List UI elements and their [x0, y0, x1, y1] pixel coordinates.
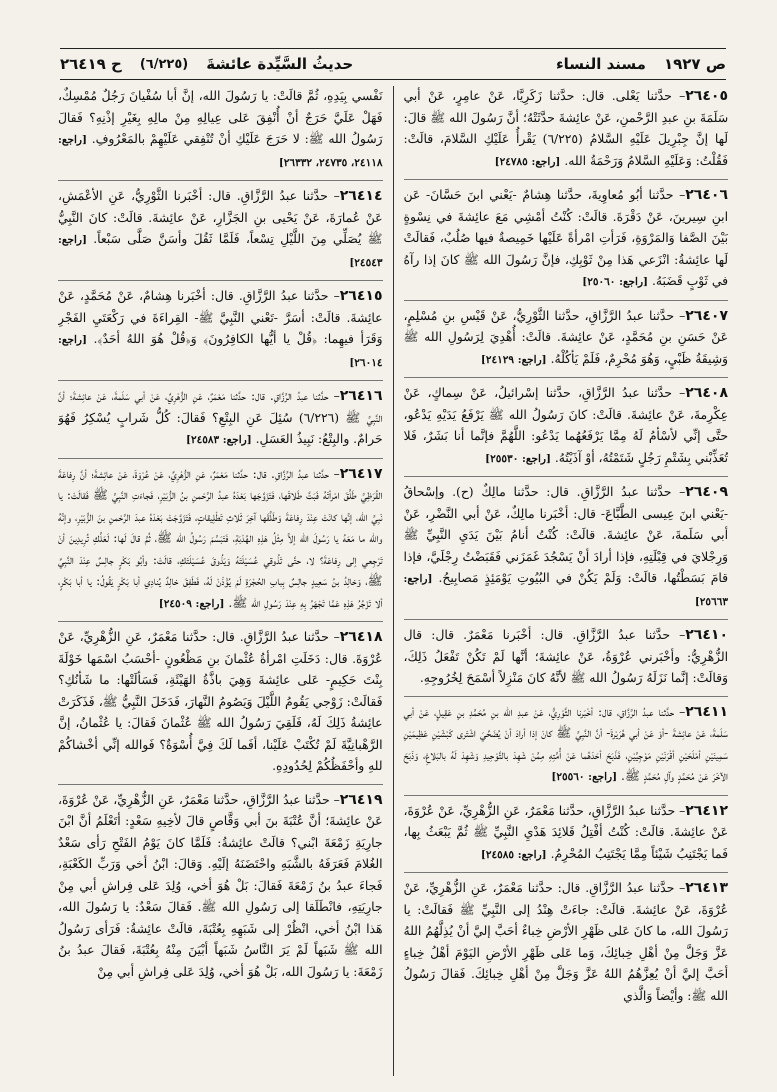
cross-reference: [راجع: ٢٦٠١٤] [58, 334, 383, 369]
hadith-separator [404, 377, 729, 378]
cross-reference: [راجع: ٢٥٥٣٠] [485, 452, 551, 465]
hadith-separator [58, 784, 383, 785]
hadith-entry [404, 801, 729, 867]
hadith-range: ح ٢٦٤١٩ [60, 55, 122, 73]
hadith-text: – حدَّثنا أبُو مُعاوِيةَ، حدَّثنا هِشامٌ -يَعْني ابنَ حَسَّانَ- عَن ابنِ سِيرينَ، عَنْ دَقْرَةَ. قالَتْ: كُنْتُ أمْشِي مَعَ عائِشةَ في نِسْوةٍ بَيْنَ الصَّفا وَالمَرْوَةِ، فَرَأتِ امْرأةً عَلَيْها خَمِيصةٌ فيها صُلُبٌ، فَقالَتْ لَها عائِشةُ: انْزَعي هَذا مِنْ ثَوْبِكِ، فإنَّ رَسُولَ الله ﷺ كانَ إذا رآهُ في ثَوْبٍ قَضَبَهُ. [403, 188, 728, 288]
hadith-separator [58, 458, 383, 459]
cross-reference: [راجع: ٢٥٠٦٠] [582, 276, 649, 288]
hadith-number: ٢٦٤١٧ [339, 465, 383, 482]
hadith-text-block [404, 482, 729, 613]
hadith-number: ٢٦٤١٨ [339, 629, 383, 645]
hadith-number: ٢٦٤١٦ [339, 388, 383, 404]
hadith-number: ٢٦٤٠٩ [685, 484, 728, 500]
hadith-text: – حدَّثنا عبدُ الرَّزَّاقِ. قال: حدَّثنا مَعْمَرٌ، عَنِ الزُّهْرِيِّ، عَنْ أبي سَلَمةَ، عَنْ عائِشةَ؛ أنَّ النَّبِيَّ ﷺ (٦/٢٢٦) سُئِلَ عَنِ البِتْعِ؟ فَقالَ: كُلُّ شَرابٍ يُسْكِرُ فَهُوَ حَرامٌ. والبِتْعُ: نَبِيذُ العَسَلِ. [58, 389, 383, 446]
hadith-text-block [404, 306, 729, 372]
cross-reference: [راجع: ٢٤٥٨٣] [185, 434, 252, 446]
hadith-entry [58, 186, 383, 274]
hadith-separator [404, 476, 729, 477]
hadith-entry [404, 625, 729, 690]
hadith-text-block [404, 383, 729, 470]
hadith-separator [404, 795, 729, 796]
cross-reference: [راجع: ٢٥٥٦٠] [551, 771, 618, 783]
cross-reference: [راجع: ٢٤٥٤٣] [58, 234, 383, 269]
hadith-number: ٢٦٤١٩ [339, 791, 383, 808]
hadith-text-block [58, 186, 383, 274]
hadith-separator [404, 300, 729, 301]
hadith-text-block [404, 702, 729, 789]
hadith-entry [404, 878, 729, 1007]
hadith-text: – حدَّثنا عبدُ الرَّزَّاقِ، حدَّثنا الثَّوْرِيُّ، عَنْ قَيْسِ بنِ مُسْلِمٍ، عَنْ حَسَنِ بنِ مُحَمَّدٍ، عَنْ عائِشةَ. قالَتْ: أُهْدِيَ لِرَسُولِ الله ﷺ وَشِيقَةُ ظَبْيٍ، وَهُوَ مُحْرِمٌ، فَلَمْ يَأكُلْهُ. [403, 308, 728, 366]
hadith-text-block [58, 627, 383, 778]
section-title: حديثُ السَّيِّدة عائشةَ [206, 55, 354, 73]
cross-reference: [راجع: ٢٥٦٦٣] [403, 573, 728, 608]
header-left-group [60, 55, 353, 73]
hadith-number: ٢٦٤٠٨ [685, 385, 728, 401]
hadith-number: ٢٦٤٠٥ [685, 88, 728, 104]
hadith-separator [404, 179, 729, 180]
hadith-text: – حدَّثنا عبدُ الرَّزَّاقِ، حدَّثنا إسْرائيلُ، عَنْ سِماكٍ، عَنْ عِكْرِمةَ، عَنْ عائِشةَ. قالَتْ: كانَ رَسُولُ الله ﷺ يَرْفَعُ يَدَيْهِ يَدْعُو، حتَّى إنِّي لأسْأمُ لَهُ مِمَّا يَرْفَعُهُما يَدْعُو: اللَّهُمَّ فإنَّما أنا بَشَرٌ، فَلا تُعَذِّبْني بِشَتْمِ رَجُلٍ شَتَمْتُهُ، أوْ آذَيْتُهُ. [403, 386, 728, 465]
hadith-entry [58, 790, 383, 984]
book-title: مسند النساء [555, 55, 646, 73]
hadith-number: ٢٦٤٠٦ [685, 187, 728, 203]
hadith-separator [404, 619, 729, 620]
hadith-text-block [404, 878, 729, 1007]
hadith-text-block [58, 86, 383, 174]
hadith-text: – حدَّثنا عبدُ الرَّزَّاقِ. قال: أخْبَرنا هِشامٌ، عَنْ مُحَمَّدٍ، عَنْ عائِشةَ. قالَتْ: أسَرَّ -تَعْني النَّبِيَّ ﷺ- القِراءَةَ في رَكْعَتَيِ الفَجْرِ وَقَرَأ فيهِما: ﴿قُلْ يا أيُّها الكافِرُونَ﴾ وَ﴿قُلْ هُوَ اللهُ أحَدٌ﴾. [58, 289, 383, 346]
hadith-text: – حدَّثنا عبدُ الرَّزَّاقِ. قال: أخْبَرنا مَعْمَرٌ. قال: قال الزُّهْرِيُّ: وأخْبَرني عُرْوَةُ، عَنْ عائِشةَ؛ أنَّها لَمْ تَكُنْ تَفْعَلُ ذَلِكَ، وَقالَتْ: إنَّما نَزَلَهُ رَسُولُ الله ﷺ لأنَّهُ كانَ مَنْزِلاً أسْمَحَ لِخُرُوجِهِ. [403, 628, 728, 685]
hadith-text: – حدَّثنا عبدُ الرَّزَّاقِ، حدَّثنا مَعْمَرٌ، عَنِ الزُّهْرِيِّ، عَنْ عُرْوَةَ، عَنْ عائِشةَ. قالَتْ: كُنْتُ أفْتِلُ قَلائِدَ هَدْيِ النَّبِيِّ ﷺ ثُمَّ يَبْعَثُ بِها، فَما يَجْتَنِبُ شَيْئاً مِمَّا يَجْتَنِبُ المُحْرِمُ. [403, 803, 728, 861]
hadith-number: ٢٦٤١١ [685, 703, 728, 720]
hadith-text-block [404, 801, 729, 867]
hadith-entry [404, 86, 729, 173]
cross-reference: [راجع: ٢٤٧٨٥] [494, 155, 561, 168]
page-number: ص ١٩٢٧ [663, 55, 726, 73]
hadith-text: – حدَّثنا عبدُ الرَّزَّاقِ. قال: أخْبَرنا الثَّوْرِيُّ، عَنِ الأعْمَشِ، عَنْ عُمارَةَ، عَنْ يَحْيى بنِ الجَزَّارِ، عَنْ عائِشةَ. قالَتْ: كانَ النَّبِيُّ ﷺ يُصَلِّي مِنَ اللَّيْلِ تِسْعاً، فَلَمَّا ثَقُلَ وأسَنَّ صَلَّى سَبْعاً. [58, 189, 383, 246]
hadith-text: – حدَّثنا يَعْلى. قال: حدَّثنا زَكَرِيَّا، عَنْ عامِرٍ، عَنْ أبي سَلَمَةَ بنِ عبدِ الرَّحْمنِ، عَنْ عائِشةَ حدَّثَتْهُ؛ أنَّ رَسُولَ الله ﷺ قالَ: لَها إنَّ جِبْرِيلَ عَلَيْهِ السَّلامُ (٦/٢٢٥) يَقْرأُ عَلَيْكِ السَّلامَ، قالَتْ: فَقُلْتُ: وَعَلَيْهِ السَّلامُ وَرَحْمَةُ الله. [403, 89, 728, 168]
hadith-text-block [58, 790, 383, 984]
hadith-separator [58, 380, 383, 381]
hadith-text: – حدَّثنا عبدُ الرَّزَّاقِ. قال: حدَّثنا مَعْمَرٌ، عَنِ الزُّهْرِيِّ، عَنْ عُرْوَةَ، عَنْ عائِشةَ. قالَتْ: جاءَتْ هِنْدُ إلى النَّبِيِّ ﷺ فَقالَتْ: يا رَسُولَ الله، ما كانَ عَلى ظَهْرِ الأرْضِ خِباءٌ أحَبَّ إليَّ أنْ يُذِلَّهُمُ اللهُ عَزَّ وَجَلَّ مِنْ أهْلِ خِبائِكَ، وَما عَلى ظَهْرِ الأرْضِ اليَوْمَ أهْلُ خِباءٍ أحَبَّ إليَّ أنْ يُعِزَّهُمُ اللهُ عَزَّ وَجَلَّ مِنْ أهْلِ خِبائِكَ. فَقالَ رَسُولُ الله ﷺ: وأيْضاً وَالَّذي [403, 881, 728, 1003]
hadith-number: ٢٦٤١٤ [339, 188, 383, 204]
hadith-number: ٢٦٤١٣ [685, 880, 728, 896]
hadith-number: ٢٦٤١٢ [685, 802, 728, 819]
hadith-entry [404, 482, 729, 613]
hadith-number: ٢٦٤١٠ [685, 627, 728, 643]
text-columns [58, 86, 728, 1076]
hadith-text-block [404, 86, 729, 173]
hadith-text: – حدَّثنا عبدُ الرَّزَّاقِ. قال: حدَّثنا مَعْمَرٌ، عَنِ الزُّهْرِيِّ، عَنْ عُرْوَةَ، عَنْ عائِشةَ؛ أنَّ رِفاعَةَ القُرَظِيَّ طَلَّقَ امْرأتَهُ فَبَتَّ طَلاقَها، فَتَزَوَّجَها بَعْدَهُ عبدُ الرَّحْمنِ بنُ الزُّبَيْرِ، فَجاءَتِ النَّبِيَّ ﷺ فَقالَتْ: يا نَبِيَّ الله، إنَّها كانَتْ عِنْدَ رِفاعَةَ وَطَلَّقَها آخِرَ ثَلاثِ تَطْلِيقاتٍ، فَتَزَوَّجَتْ بَعْدَهُ عبدَ الرَّحْمنِ بنَ الزُّبَيْرِ، وإنَّهُ والله ما مَعَهُ يا رَسُولَ الله إلاَّ مِثْلُ هَذِهِ الهُدْبَةِ، فَتَبَسَّمَ رَسُولُ الله ﷺ، ثُمَّ قالَ لَها: لَعَلَّكِ تُرِيدِينَ أنْ تَرْجِعي إلى رِفاعَةَ؟ لا، حتَّى تَذُوقي عُسَيْلَتَهُ وَيَذُوقَ عُسَيْلَتَكِ، قالَتْ: وأبُو بَكْرٍ جالِسٌ عِنْدَ النَّبِيِّ ﷺ، وَخالِدُ بنُ سَعِيدٍ جالِسٌ بِبابِ الحُجْرَةِ لَمْ يُؤْذَنْ لَهُ، فَطَفِقَ خالِدٌ يُنادِي أبا بَكْرٍ يَقُولُ: يا أبا بَكْرٍ، ألا تَزْجُرُ هَذِهِ عَمَّا تَجْهَرُ بِهِ عِنْدَ رَسُولِ الله ﷺ. [58, 466, 383, 610]
hadith-separator [404, 872, 729, 873]
hadith-separator [58, 621, 383, 622]
cross-reference: [راجع: ٢٤٥٨٥] [480, 848, 547, 861]
hadith-entry [404, 306, 729, 372]
hadith-text: – حدَّثنا عبدُ الرَّزَّاقِ. قال: حدَّثنا مالِكٌ (ح). وإسْحاقُ -يَعْني ابنَ عِيسى الطَّبَّاعَ- قال: أخْبَرنا مالِكٌ، عَنْ أبي النَّضْرِ، عَنْ أبي سَلَمةَ، عَنْ عائِشةَ. قالَتْ: كُنْتُ أنامُ بَيْنَ يَدَيِ النَّبِيِّ ﷺ وَرِجْلايَ في قِبْلَتِهِ، فإذا أرادَ أنْ يَسْجُدَ غَمَزَني فَقَبَضْتُ رِجْلَيَّ، فإذا قامَ بَسَطْتُها، قالَتْ: وَلَمْ يَكُنْ في البُيُوتِ يَوْمَئِذٍ مَصابِيحُ. [403, 485, 728, 585]
running-header [60, 48, 726, 80]
volume-reference: (٦/٢٢٥) [139, 56, 189, 72]
hadith-entry [58, 464, 383, 616]
hadith-text: – حدَّثنا عبدُ الرَّزَّاقِ، حدَّثنا مَعْمَرٌ، عَنِ الزُّهْرِيِّ، عَنْ عُرْوَةَ، عَنْ عائِشةَ؛ أنَّ عُتْبَةَ بنَ أبي وَقَّاصٍ قالَ لأخِيهِ سَعْدٍ: أتَعْلَمُ أنَّ ابْنَ جارِيَةِ زَمْعَةَ ابْني؟ قالَتْ عائِشةُ: فَلَمَّا كانَ يَوْمُ الفَتْحِ رَأى سَعْدٌ الغُلامَ فَعَرَفَهُ بالشَّبَهِ واحْتَضَنَهُ إلَيْهِ. وَقالَ: ابْنُ أخي وَرَبِّ الكَعْبَةِ، فَجاءَ عبدُ بنُ زَمْعَةَ فَقالَ: بَلْ هُوَ أخي، وُلِدَ عَلى فِراشِ أبي مِنْ جارِيَتِهِ، فانْطَلَقا إلى رَسُولِ الله ﷺ. فَقالَ سَعْدٌ: يا رَسُولَ الله، هَذا ابْنُ أخي، انْظُرْ إلى شَبَهِهِ بِعُتْبَةَ، قالَتْ عائِشةُ: فَرَأى رَسُولُ الله ﷺ شَبَهاً لَمْ يَرَ النَّاسُ شَبَهاً أبْيَنَ مِنْهُ بِعُتْبَةَ، فَقالَ عبدُ بنُ زَمْعَةَ: يا رَسُولَ الله، بَلْ هُوَ أخي، وُلِدَ عَلى فِراشِ أبي مِنْ [58, 792, 383, 979]
hadith-text-block [58, 386, 383, 452]
hadith-entry [404, 702, 729, 789]
hadith-text-block [58, 286, 383, 374]
hadith-text-block [404, 185, 729, 294]
hadith-text: – حدَّثنا عبدُ الرَّزَّاقِ، قال: أخْبَرنا الثَّوْرِيُّ، عَنْ عبدِ الله بنِ مُحَمَّدِ بنِ عَقِيلٍ، عَنْ أبي سَلَمةَ، عَنْ عائِشةَ -أوْ عَنْ أبي هُرَيْرةَ- أنَّ النَّبِيَّ ﷺ كانَ إذا أرادَ أنْ يُضَحِّيَ اشْتَرى كَبْشَيْنِ عَظِيمَيْنِ سَمِينَيْنِ أمْلَحَيْنِ أقْرَنَيْنِ مَوْجِيَّيْنِ، فَذَبَحَ أحَدَهُما عَنْ أُمَّتِهِ مِمَّنْ شَهِدَ بالتَّوْحِيدِ وَشَهِدَ لَهُ بالبَلاغِ، وَذَبَحَ الآخَرَ عَنْ مُحَمَّدٍ وآلِ مُحَمَّدٍ ﷺ. [403, 704, 728, 783]
hadith-text-block [58, 464, 383, 616]
hadith-text-block [404, 625, 729, 690]
hadith-entry [58, 627, 383, 778]
hadith-separator [58, 280, 383, 281]
header-right-group [556, 55, 726, 73]
hadith-entry [404, 383, 729, 470]
cross-reference: [راجع: ٢٤١٢٩] [480, 353, 547, 366]
hadith-separator [58, 180, 383, 181]
hadith-separator [404, 696, 729, 697]
hadith-number: ٢٦٤٠٧ [685, 307, 728, 324]
cross-reference: [راجع: ٢٤٥٠٩] [158, 597, 225, 610]
hadith-entry [404, 185, 729, 294]
hadith-number: ٢٦٤١٥ [339, 288, 383, 304]
hadith-entry [58, 386, 383, 452]
hadith-text: – حدَّثنا عبدُ الرَّزَّاقِ. قال: حدَّثنا مَعْمَرٌ، عَنِ الزُّهْرِيِّ، عَنْ عُرْوَةَ. قال: دَخَلَتِ امْرأةُ عُثْمانَ بنِ مَظْعُونٍ -أحْسَبُ اسْمَها خَوْلَةَ بِنْتَ حَكِيمٍ- عَلى عائِشةَ وَهِيَ باذَّةُ الهَيْئَةِ، فَسَألَتْها: ما شَأنُكِ؟ فَقالَتْ: زَوْجي يَقُومُ اللَّيْلَ وَيَصُومُ النَّهارَ، فَدَخَلَ النَّبِيُّ ﷺ، فَذَكَرَتْ عائِشةُ ذَلِكَ لَهُ، فَلَقِيَ رَسُولُ الله ﷺ عُثْمانَ فَقالَ: يا عُثْمانُ، إنَّ الرَّهْبانِيَّةَ لَمْ تُكْتَبْ عَلَيْنا، أفَما لَكَ فِيَّ أُسْوَةٌ؟ فَوالله إنِّي أخْشاكُمْ للهِ وأحْفَظُكُمْ لِحُدُودِهِ. [58, 630, 383, 773]
right-column [393, 86, 729, 1076]
hadith-entry [58, 286, 383, 374]
hadith-entry [58, 86, 383, 174]
hadith-text: نَفْسي بِيَدِهِ، ثُمَّ قالَتْ: يا رَسُولَ الله، إنَّ أبا سُفْيانَ رَجُلٌ مُمْسِكٌ، فَهَلْ عَلَيَّ حَرَجٌ أنْ أُنْفِقَ عَلى عِيالِهِ مِنْ مالِهِ بِغَيْرِ إذْنِهِ؟ فَقالَ رَسُولُ الله ﷺ: لا حَرَجَ عَلَيْكِ أنْ تُنْفِقي عَلَيْهِمْ بالمَعْرُوفِ. [58, 89, 383, 146]
cross-reference: [راجع: ٢٤١١٨، ٢٤٧٣٥، ٢٦٣٣٢] [58, 134, 383, 169]
left-column [58, 86, 393, 1076]
